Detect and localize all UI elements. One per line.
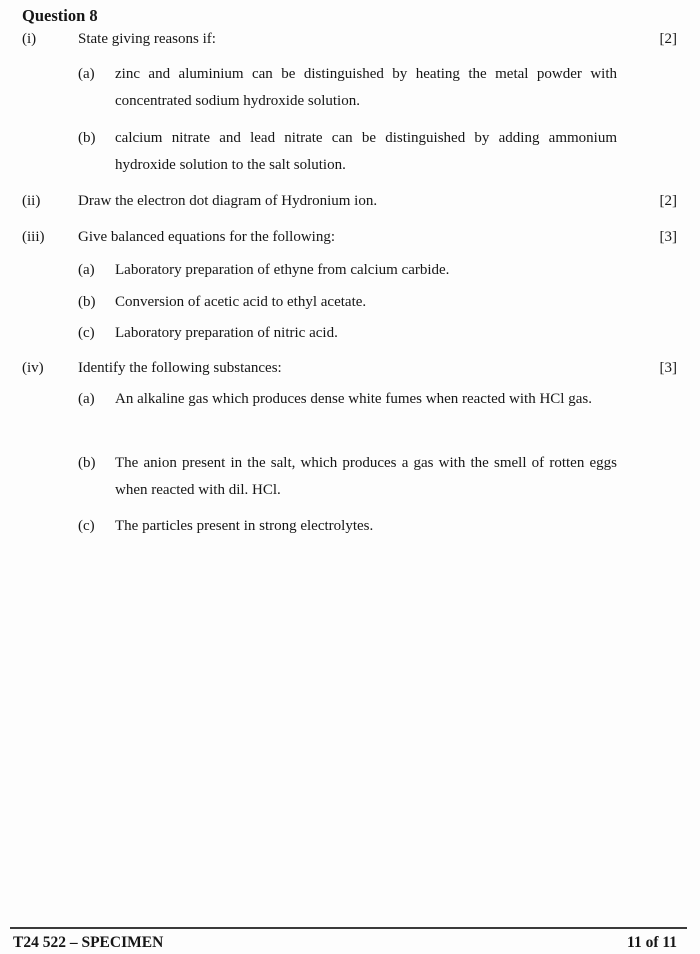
sub-item-iii-c xyxy=(78,320,617,347)
marks-badge: [3] xyxy=(659,229,677,245)
sub-item-iv-c xyxy=(78,513,617,540)
sub-item-text: The anion present in the salt, which produces a gas with the smell of rotten eggs when reacted with dil. HCl. xyxy=(115,455,617,498)
sub-item-letter: (a) xyxy=(78,262,95,278)
question-item-iii xyxy=(22,224,677,251)
item-text: Draw the electron dot diagram of Hydronium ion. xyxy=(78,193,378,209)
item-number: (iv) xyxy=(22,360,44,376)
marks-badge: [2] xyxy=(659,193,677,209)
sub-item-letter: (b) xyxy=(78,455,96,471)
item-number: (iii) xyxy=(22,229,45,245)
paper-code: T24 522 – SPECIMEN xyxy=(13,934,164,951)
sub-item-letter: (b) xyxy=(78,294,96,310)
sub-item-letter: (b) xyxy=(78,130,96,146)
sub-item-iv-a xyxy=(78,386,617,413)
marks-badge: [2] xyxy=(659,31,677,47)
sub-item-letter: (a) xyxy=(78,66,95,82)
marks-badge: [3] xyxy=(659,360,677,376)
item-text: Identify the following substances: xyxy=(78,360,282,376)
sub-item-letter: (a) xyxy=(78,391,95,407)
sub-item-text: calcium nitrate and lead nitrate can be distinguished by adding ammonium hydroxide solution to the salt solution. xyxy=(115,130,617,173)
sub-item-text: Laboratory preparation of ethyne from calcium carbide. xyxy=(115,262,450,278)
item-text: State giving reasons if: xyxy=(78,31,216,47)
item-number: (ii) xyxy=(22,193,41,209)
item-number: (i) xyxy=(22,31,37,47)
sub-item-text: Laboratory preparation of nitric acid. xyxy=(115,325,338,341)
sub-item-letter: (c) xyxy=(78,518,95,534)
sub-item-i-a xyxy=(78,61,617,115)
page-footer xyxy=(13,929,677,954)
sub-item-text: Conversion of acetic acid to ethyl acetate. xyxy=(115,294,367,310)
sub-item-iii-a xyxy=(78,257,617,284)
sub-item-letter: (c) xyxy=(78,325,95,341)
sub-item-iv-b xyxy=(78,450,617,504)
item-text: Give balanced equations for the following: xyxy=(78,229,336,245)
question-item-iv xyxy=(22,355,677,382)
sub-item-i-b xyxy=(78,125,617,179)
sub-item-text: The particles present in strong electrolytes. xyxy=(115,518,374,534)
sub-item-text: zinc and aluminium can be distinguished by heating the metal powder with concentrated sodium hydroxide solution. xyxy=(115,66,617,109)
question-item-i xyxy=(22,26,677,53)
sub-item-iii-b xyxy=(78,289,617,316)
page-number: 11 of 11 xyxy=(627,934,677,951)
question-item-ii xyxy=(22,188,677,215)
question-heading: Question 8 xyxy=(22,6,98,25)
sub-item-text: An alkaline gas which produces dense white fumes when reacted with HCl gas. xyxy=(115,391,592,407)
